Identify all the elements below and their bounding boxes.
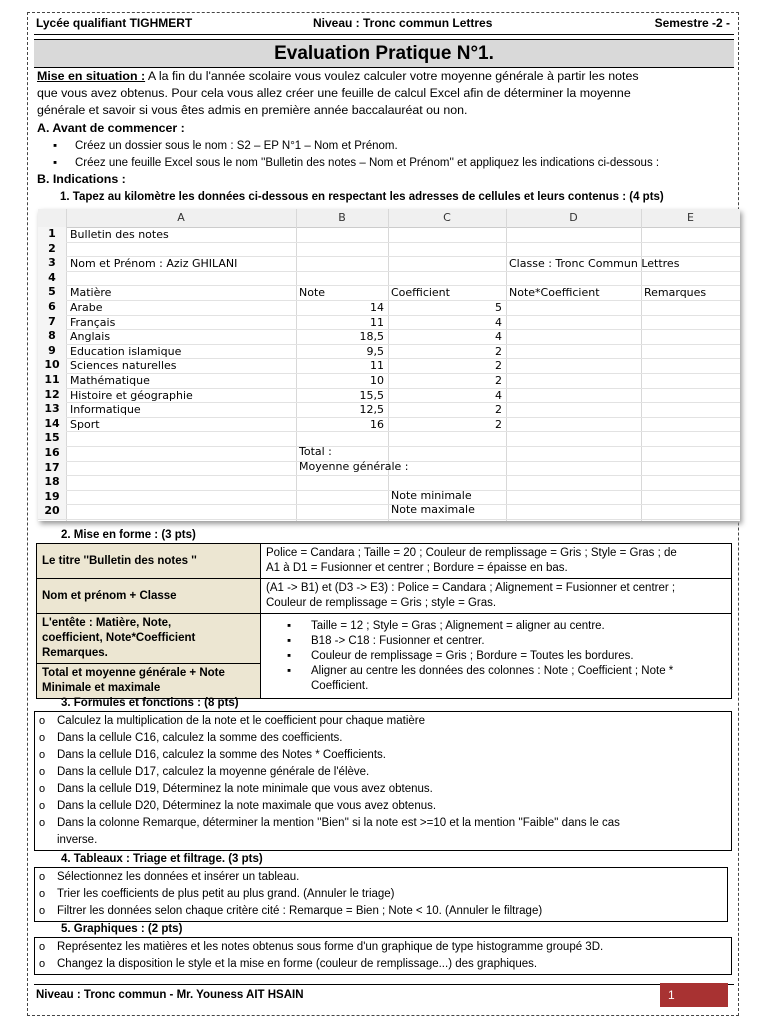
format-header-rules: [261, 614, 732, 699]
row-header-16[interactable]: 16: [38, 446, 66, 461]
situation-line-3: générale et savoir si vous êtes admis en première année baccalauréat ou non.: [37, 103, 468, 117]
excel-spreadsheet: [38, 209, 740, 521]
formule-item-1: o Calculez la multiplication de la note et le coefficient pour chaque matière: [39, 713, 727, 730]
row-header-12[interactable]: 12: [38, 388, 66, 403]
section-b-title: B. Indications :: [37, 172, 126, 186]
formules-title: 3. Formules et fonctions : (8 pts): [61, 697, 239, 709]
formule-item-2: o Dans la cellule C16, calculez la somme des coefficients.: [39, 730, 727, 747]
indication-item-1: 1. Tapez au kilomètre les données ci-dessous en respectant les adresses de cellules et leurs contenus : (4 pts): [60, 191, 664, 203]
subject-note[interactable]: 9,5: [366, 344, 384, 358]
format-name-rule-2: Couleur de remplissage = Gris ; style = Gras.: [266, 597, 497, 609]
section-a-bullet-1: ▪ Créez un dossier sous le nom : S2 – EP N°1 – Nom et Prénom.: [75, 139, 398, 154]
cell-c19[interactable]: Note minimale: [391, 489, 472, 502]
subject-note[interactable]: 10: [370, 374, 384, 387]
format-title-rules: [261, 544, 732, 579]
subject-coef[interactable]: 4: [495, 388, 502, 402]
subject-coef[interactable]: 2: [495, 344, 502, 358]
row-header-7[interactable]: 7: [38, 315, 66, 330]
cell-a1[interactable]: Bulletin des notes: [70, 228, 169, 241]
row-header-8[interactable]: 8: [38, 329, 66, 344]
situation-text-1: A la fin du l'année scolaire vous voulez calculer votre moyenne générale à partir les notes: [147, 69, 639, 83]
row-header-5[interactable]: 5: [38, 285, 66, 300]
format-rule-text-4b: Coefficient.: [311, 679, 369, 692]
format-rule-bullet-1: ▪ Taille = 12 ; Style = Gras ; Alignement = aligner au centre.: [287, 619, 605, 632]
format-rule-bullet-3: ▪ Couleur de remplissage = Gris ; Bordure = Toutes les bordures.: [287, 649, 634, 662]
section-a-title: A. Avant de commencer :: [37, 121, 185, 135]
subject-note[interactable]: 16: [370, 417, 384, 431]
subject-note[interactable]: 12,5: [359, 403, 384, 417]
situation-label: Mise en situation :: [37, 69, 146, 83]
format-rule-text-4: Aligner au centre les données des colonnes : Note ; Coefficient ; Note *: [311, 664, 674, 677]
cell-b17[interactable]: Moyenne générale :: [299, 460, 409, 473]
subject-coef[interactable]: 4: [495, 330, 502, 344]
row-header-13[interactable]: 13: [38, 402, 66, 417]
subject-coef[interactable]: 2: [495, 359, 502, 373]
formule-item-7: o Dans la colonne Remarque, déterminer la mention ''Bien'' si la note est >=10 et la mention ''Faible'' dans le cas: [39, 815, 727, 832]
mise-en-forme-title: 2. Mise en forme : (3 pts): [61, 529, 196, 541]
row-header-1[interactable]: 1: [38, 227, 66, 242]
row-header-17[interactable]: 17: [38, 461, 66, 476]
subject-name[interactable]: Mathématique: [70, 374, 150, 387]
format-total-label-2: Minimale et maximale: [42, 682, 161, 694]
format-rule-text-3: Couleur de remplissage = Gris ; Bordure = Toutes les bordures.: [311, 649, 634, 662]
subject-name[interactable]: Histoire et géographie: [70, 388, 193, 402]
format-rule-bullet-4: ▪ Aligner au centre les données des colonnes : Note ; Coefficient ; Note *: [287, 664, 674, 677]
column-header-e[interactable]: E: [641, 209, 740, 228]
subject-note[interactable]: 11: [370, 315, 384, 329]
formule-item-4: o Dans la cellule D17, calculez la moyenne générale de l'élève.: [39, 764, 727, 781]
row-header-2[interactable]: 2: [38, 242, 66, 257]
format-name-rules: [261, 579, 732, 614]
subject-coef[interactable]: 2: [495, 417, 502, 431]
section-a-bullet-2: ▪ Créez une feuille Excel sous le nom ''Bulletin des notes – Nom et Prénom'' et appliquez les indications ci-dessous :: [75, 156, 659, 171]
column-header-d[interactable]: D: [506, 209, 641, 228]
situation-line-1: [37, 68, 639, 85]
column-header-c[interactable]: C: [388, 209, 506, 228]
format-header-label-2: coefficient, Note*Coefficient: [42, 632, 196, 644]
cell-e5[interactable]: Remarques: [644, 286, 707, 299]
subject-coef[interactable]: 2: [495, 403, 502, 417]
format-rule-text-1: Taille = 12 ; Style = Gras ; Alignement = aligner au centre.: [311, 619, 605, 632]
row-header-15[interactable]: 15: [38, 431, 66, 446]
graphiques-item-2: o Changez la disposition le style et la mise en forme (couleur de remplissage...) des graphiques.: [39, 956, 727, 973]
situation-line-2: que vous avez obtenus. Pour cela vous allez créer une feuille de calcul Excel afin de déterminer la moyenne: [37, 86, 631, 100]
subject-name[interactable]: Informatique: [70, 403, 141, 417]
page-header: [34, 16, 734, 34]
formule-item-5: o Dans la cellule D19, Déterminez la note minimale que vous avez obtenus.: [39, 781, 727, 798]
column-header-a[interactable]: A: [66, 209, 296, 228]
subject-coef[interactable]: 2: [495, 374, 502, 387]
format-rule-text-2: B18 -> C18 : Fusionner et centrer.: [311, 634, 485, 647]
row-header-20[interactable]: 20: [38, 504, 66, 519]
header-divider: [34, 34, 734, 35]
graphiques-title: 5. Graphiques : (2 pts): [61, 923, 183, 935]
cell-c20[interactable]: Note maximale: [391, 503, 475, 516]
row-header-4[interactable]: 4: [38, 271, 66, 286]
subject-note[interactable]: 11: [370, 359, 384, 373]
subject-name[interactable]: Anglais: [70, 330, 111, 344]
subject-name[interactable]: Sport: [70, 417, 100, 431]
subject-note[interactable]: 14: [370, 301, 384, 314]
format-header-label-1: L'entête : Matière, Note,: [42, 617, 172, 629]
format-rule-bullet-2: ▪ B18 -> C18 : Fusionner et centrer.: [287, 634, 485, 647]
graphiques-item-1: o Représentez les matières et les notes obtenus sous forme d'un graphique de type histogramme groupé 3D.: [39, 939, 727, 956]
graphiques-box: [34, 937, 732, 975]
cell-c5[interactable]: Coefficient: [391, 286, 450, 299]
tableaux-item-2: o Trier les coefficients de plus petit au plus grand. (Annuler le triage): [39, 886, 723, 903]
footer-text: Niveau : Tronc commun - Mr. Youness AIT HSAIN: [36, 989, 304, 1001]
row-header-11[interactable]: 11: [38, 373, 66, 388]
formule-item-7-cont: inverse.: [57, 834, 98, 846]
row-header-9[interactable]: 9: [38, 344, 66, 359]
formules-box: [34, 711, 732, 851]
formule-item-6: o Dans la cellule D20, Déterminez la note maximale que vous avez obtenus.: [39, 798, 727, 815]
page-footer: [34, 984, 734, 1009]
subject-name[interactable]: Education islamique: [70, 344, 182, 358]
tableaux-box: [34, 867, 728, 922]
row-header-14[interactable]: 14: [38, 417, 66, 432]
subject-name[interactable]: Arabe: [70, 301, 103, 314]
row-header-6[interactable]: 6: [38, 300, 66, 315]
column-header-b[interactable]: B: [296, 209, 388, 228]
cell-d3[interactable]: Classe : Tronc Commun Lettres: [509, 257, 680, 270]
subject-name[interactable]: Sciences naturelles: [70, 359, 177, 373]
cell-a3[interactable]: Nom et Prénom : Aziz GHILANI: [70, 257, 238, 270]
tableaux-item-3: o Filtrer les données selon chaque critère cité : Remarque = Bien ; Note < 10. (Annuler le filtrage): [39, 903, 723, 920]
format-header-label-3: Remarques.: [42, 647, 108, 659]
format-total-label: [37, 664, 261, 699]
row-header-10[interactable]: 10: [38, 358, 66, 373]
subject-coef[interactable]: 5: [495, 301, 502, 314]
row-header-18[interactable]: 18: [38, 475, 66, 490]
format-header-label: [37, 614, 261, 664]
semester-label: Semestre -2 -: [654, 16, 730, 30]
format-total-label-1: Total et moyenne générale + Note: [42, 667, 225, 679]
cell-b5[interactable]: Note: [299, 286, 326, 299]
row-header-19[interactable]: 19: [38, 490, 66, 505]
tableaux-title: 4. Tableaux : Triage et filtrage. (3 pts): [61, 853, 263, 865]
school-name: Lycée qualifiant TIGHMERT: [36, 16, 193, 30]
formatting-table: [36, 543, 732, 699]
subject-note[interactable]: 15,5: [359, 388, 384, 402]
subject-coef[interactable]: 4: [495, 315, 502, 329]
page-title: Evaluation Pratique N°1.: [34, 39, 734, 68]
row-header-3[interactable]: 3: [38, 256, 66, 271]
tableaux-item-1: o Sélectionnez les données et insérer un tableau.: [39, 869, 723, 886]
format-name-label: Nom et prénom + Classe: [37, 579, 261, 614]
cell-b16[interactable]: Total :: [299, 445, 332, 458]
page-number: 1: [660, 983, 728, 1007]
level-label: Niveau : Tronc commun Lettres: [313, 16, 493, 30]
format-title-rule-1: Police = Candara ; Taille = 20 ; Couleur de remplissage = Gris ; Style = Gras ; de: [266, 547, 677, 559]
format-name-rule-1: (A1 -> B1) et (D3 -> E3) : Police = Candara ; Alignement = Fusionner et centrer ;: [266, 582, 676, 594]
format-title-label: Le titre ''Bulletin des notes '': [37, 544, 261, 579]
cell-d5[interactable]: Note*Coefficient: [509, 286, 600, 299]
subject-name[interactable]: Français: [70, 315, 116, 329]
format-title-rule-2: A1 à D1 = Fusionner et centrer ; Bordure = épaisse en bas.: [266, 562, 568, 574]
formule-item-3: o Dans la cellule D16, calculez la somme des Notes * Coefficients.: [39, 747, 727, 764]
cell-a5[interactable]: Matière: [70, 286, 112, 299]
subject-note[interactable]: 18,5: [359, 330, 384, 344]
corner-cell: [38, 209, 66, 228]
